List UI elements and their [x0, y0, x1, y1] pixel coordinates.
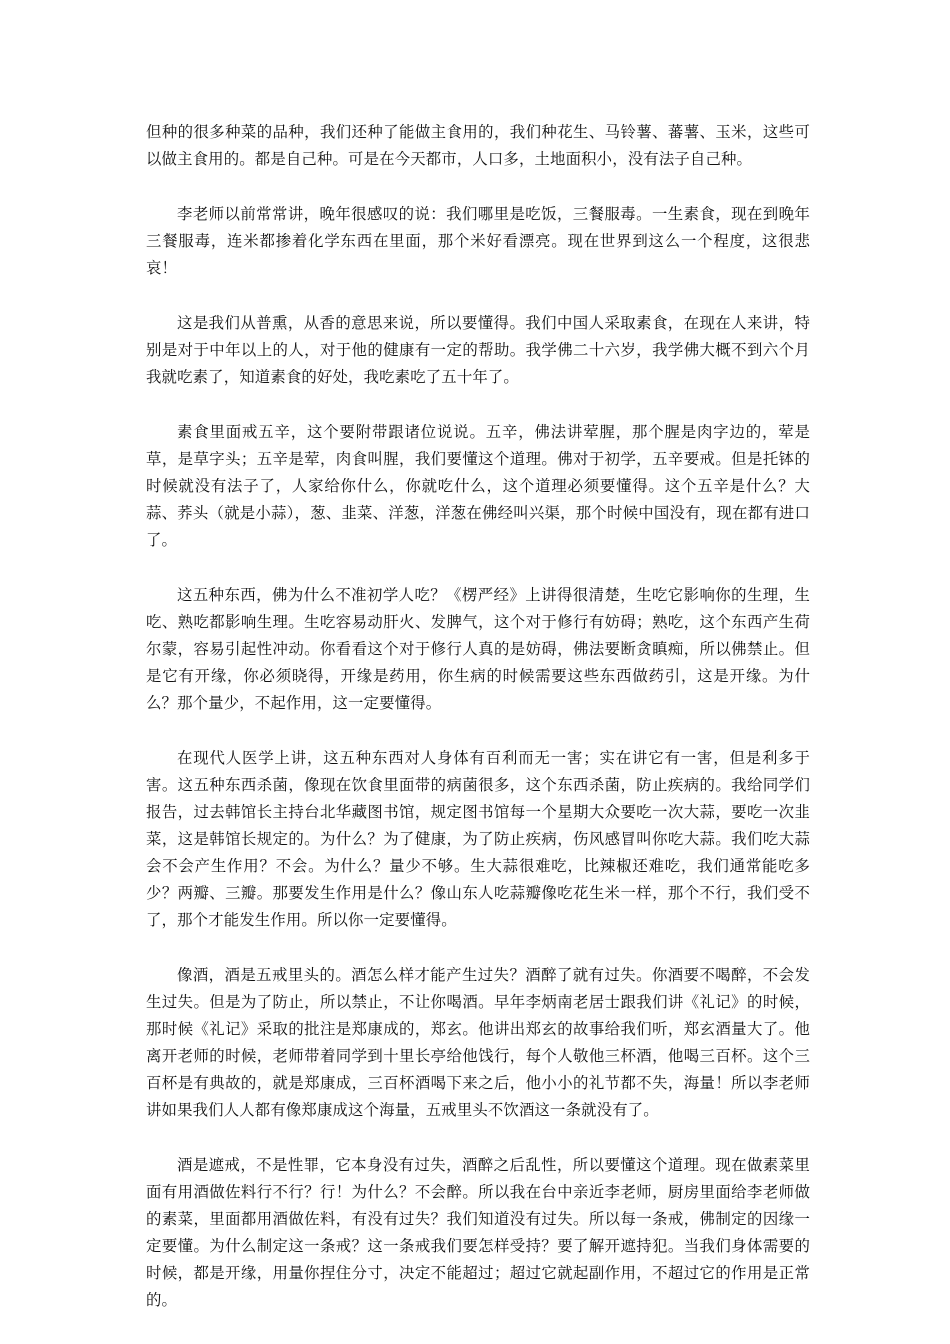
paragraph-5: 这五种东西，佛为什么不准初学人吃？《楞严经》上讲得很清楚，生吃它影响你的生理，生吃、熟吃都影响生理。生吃容易动肝火、发脾气，这个对于修行有妨碍；熟吃，这个东西产生荷尔蒙，容易引起性冲动。你看看这个对于修行人真的是妨碍，佛法要断贪瞋痴，所以佛禁止。但是它有开缘，你必须晓得，开缘是药用，你生病的时候需要这些东西做药引，这是开缘。为什么？那个量少，不起作用，这一定要懂得。 [146, 586, 810, 712]
document-body [146, 119, 810, 1342]
paragraph-7: 像酒，酒是五戒里头的。酒怎么样才能产生过失？酒醉了就有过失。你酒要不喝醉，不会发生过失。但是为了防止，所以禁止，不让你喝酒。早年李炳南老居士跟我们讲《礼记》的时候，那时候《礼记》采取的批注是郑康成的，郑玄。他讲出郑玄的故事给我们听，郑玄酒量大了。他离开老师的时候，老师带着同学到十里长亭给他饯行，每个人敬他三杯酒，他喝三百杯。这个三百杯是有典故的，就是郑康成，三百杯酒喝下来之后，他小小的礼节都不失，海量！所以李老师讲如果我们人人都有像郑康成这个海量，五戒里头不饮酒这一条就没有了。 [146, 966, 810, 1119]
paragraph-8: 酒是遮戒，不是性罪，它本身没有过失，酒醉之后乱性，所以要懂这个道理。现在做素菜里面有用酒做佐料行不行？行！为什么？不会醉。所以我在台中亲近李老师，厨房里面给李老师做的素菜，里面都用酒做佐料，有没有过失？我们知道没有过失。所以每一条戒，佛制定的因缘一定要懂。为什么制定这一条戒？这一条戒我们要怎样受持？要了解开遮持犯。当我们身体需要的时候，都是开缘，用量你捏住分寸，决定不能超过；超过它就起副作用，不超过它的作用是正常的。 [146, 1156, 810, 1309]
paragraph-4: 素食里面戒五辛，这个要附带跟诸位说说。五辛，佛法讲荤腥，那个腥是肉字边的，荤是草，是草字头；五辛是荤，肉食叫腥，我们要懂这个道理。佛对于初学，五辛要戒。但是托钵的时候就没有法子了，人家给你什么，你就吃什么，这个道理必须要懂得。这个五辛是什么？大蒜、荞头（就是小蒜），葱、韭菜、洋葱，洋葱在佛经叫兴渠，那个时候中国没有，现在都有进口了。 [146, 423, 810, 549]
paragraph-2: 李老师以前常常讲，晚年很感叹的说：我们哪里是吃饭，三餐服毒。一生素食，现在到晚年三餐服毒，连米都掺着化学东西在里面，那个米好看漂亮。现在世界到这么一个程度，这很悲哀！ [146, 205, 810, 277]
paragraph-3: 这是我们从普熏，从香的意思来说，所以要懂得。我们中国人采取素食，在现在人来讲，特别是对于中年以上的人，对于他的健康有一定的帮助。我学佛二十六岁，我学佛大概不到六个月我就吃素了，知道素食的好处，我吃素吃了五十年了。 [146, 314, 810, 386]
paragraph-1: 但种的很多种菜的品种，我们还种了能做主食用的，我们种花生、马铃薯、蕃薯、玉米，这些可以做主食用的。都是自己种。可是在今天都市，人口多，土地面积小，没有法子自己种。 [146, 123, 810, 168]
paragraph-6: 在现代人医学上讲，这五种东西对人身体有百利而无一害；实在讲它有一害，但是利多于害。这五种东西杀菌，像现在饮食里面带的病菌很多，这个东西杀菌，防止疾病的。我给同学们报告，过去韩馆长主持台北华藏图书馆，规定图书馆每一个星期大众要吃一次大蒜，要吃一次韭菜，这是韩馆长规定的。为什么？为了健康，为了防止疾病，伤风感冒叫你吃大蒜。我们吃大蒜会不会产生作用？不会。为什么？量少不够。生大蒜很难吃，比辣椒还难吃，我们通常能吃多少？两瓣、三瓣。那要发生作用是什么？像山东人吃蒜瓣像吃花生米一样，那个不行，我们受不了，那个才能发生作用。所以你一定要懂得。 [146, 749, 810, 929]
